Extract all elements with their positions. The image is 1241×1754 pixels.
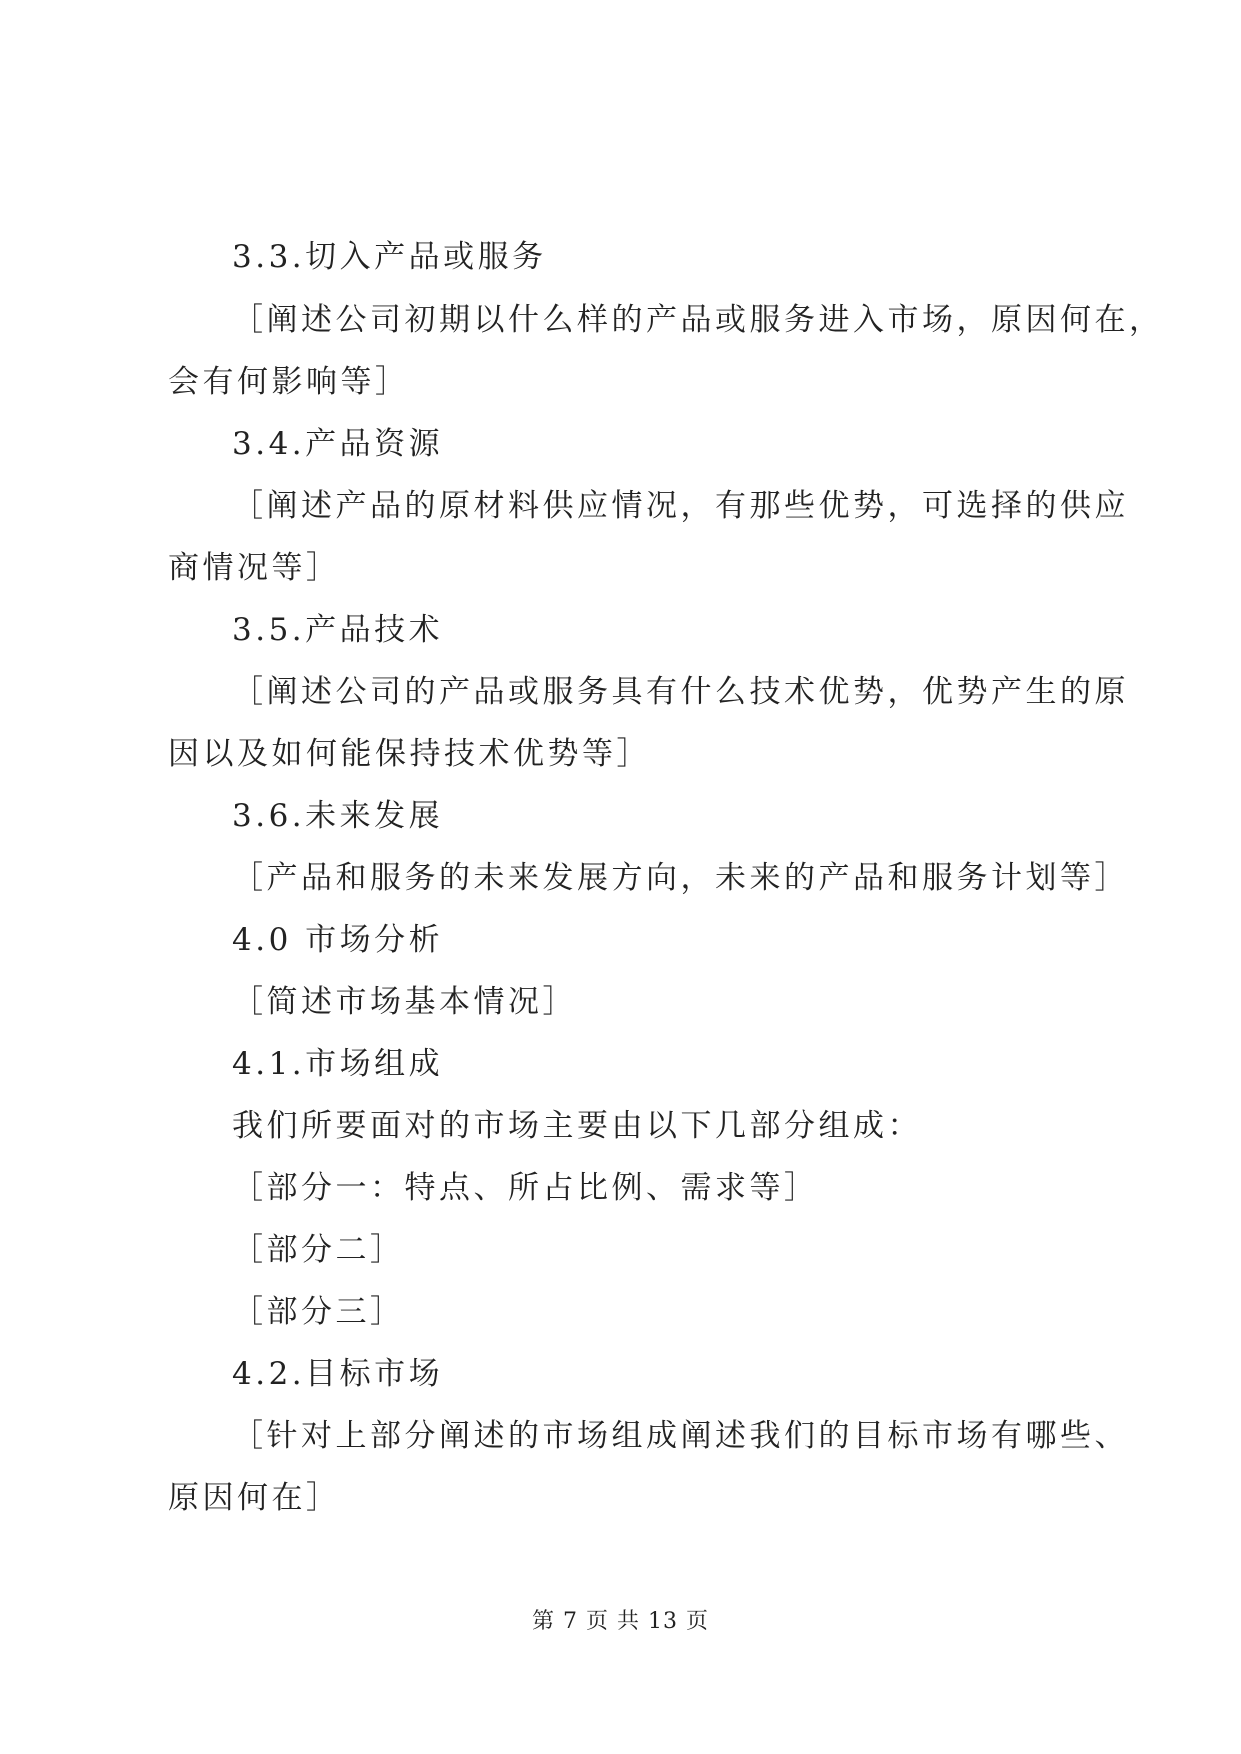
paragraph-line: ［部分二］	[232, 1232, 405, 1268]
paragraph-line: 会有何影响等］	[168, 364, 410, 400]
section-heading-4-0: 4.0 市场分析	[232, 922, 444, 958]
page-footer: 第 7 页 共 13 页	[532, 1609, 709, 1634]
paragraph-line: ［针对上部分阐述的市场组成阐述我们的目标市场有哪些、	[232, 1418, 1129, 1454]
paragraph-line: ［部分一：特点、所占比例、需求等］	[232, 1170, 819, 1206]
paragraph-line: ［产品和服务的未来发展方向，未来的产品和服务计划等］	[232, 860, 1129, 896]
paragraph-line: 因以及如何能保持技术优势等］	[168, 736, 651, 772]
section-heading-4-1: 4.1.市场组成	[232, 1046, 444, 1082]
section-heading-3-4: 3.4.产品资源	[232, 426, 444, 462]
section-heading-3-5: 3.5.产品技术	[232, 612, 444, 648]
paragraph-line: ［部分三］	[232, 1294, 405, 1330]
section-heading-3-3: 3.3.切入产品或服务	[232, 239, 547, 275]
section-heading-3-6: 3.6.未来发展	[232, 798, 444, 834]
paragraph-line: ［阐述公司初期以什么样的产品或服务进入市场，原因何在，	[232, 302, 1164, 338]
paragraph-line: ［简述市场基本情况］	[232, 984, 577, 1020]
paragraph-line: 原因何在］	[168, 1480, 341, 1516]
paragraph-line: ［阐述公司的产品或服务具有什么技术优势，优势产生的原	[232, 674, 1129, 710]
paragraph-line: 我们所要面对的市场主要由以下几部分组成：	[232, 1108, 922, 1144]
paragraph-line: ［阐述产品的原材料供应情况，有那些优势，可选择的供应	[232, 488, 1129, 524]
paragraph-line: 商情况等］	[168, 550, 341, 586]
section-heading-4-2: 4.2.目标市场	[232, 1356, 444, 1392]
